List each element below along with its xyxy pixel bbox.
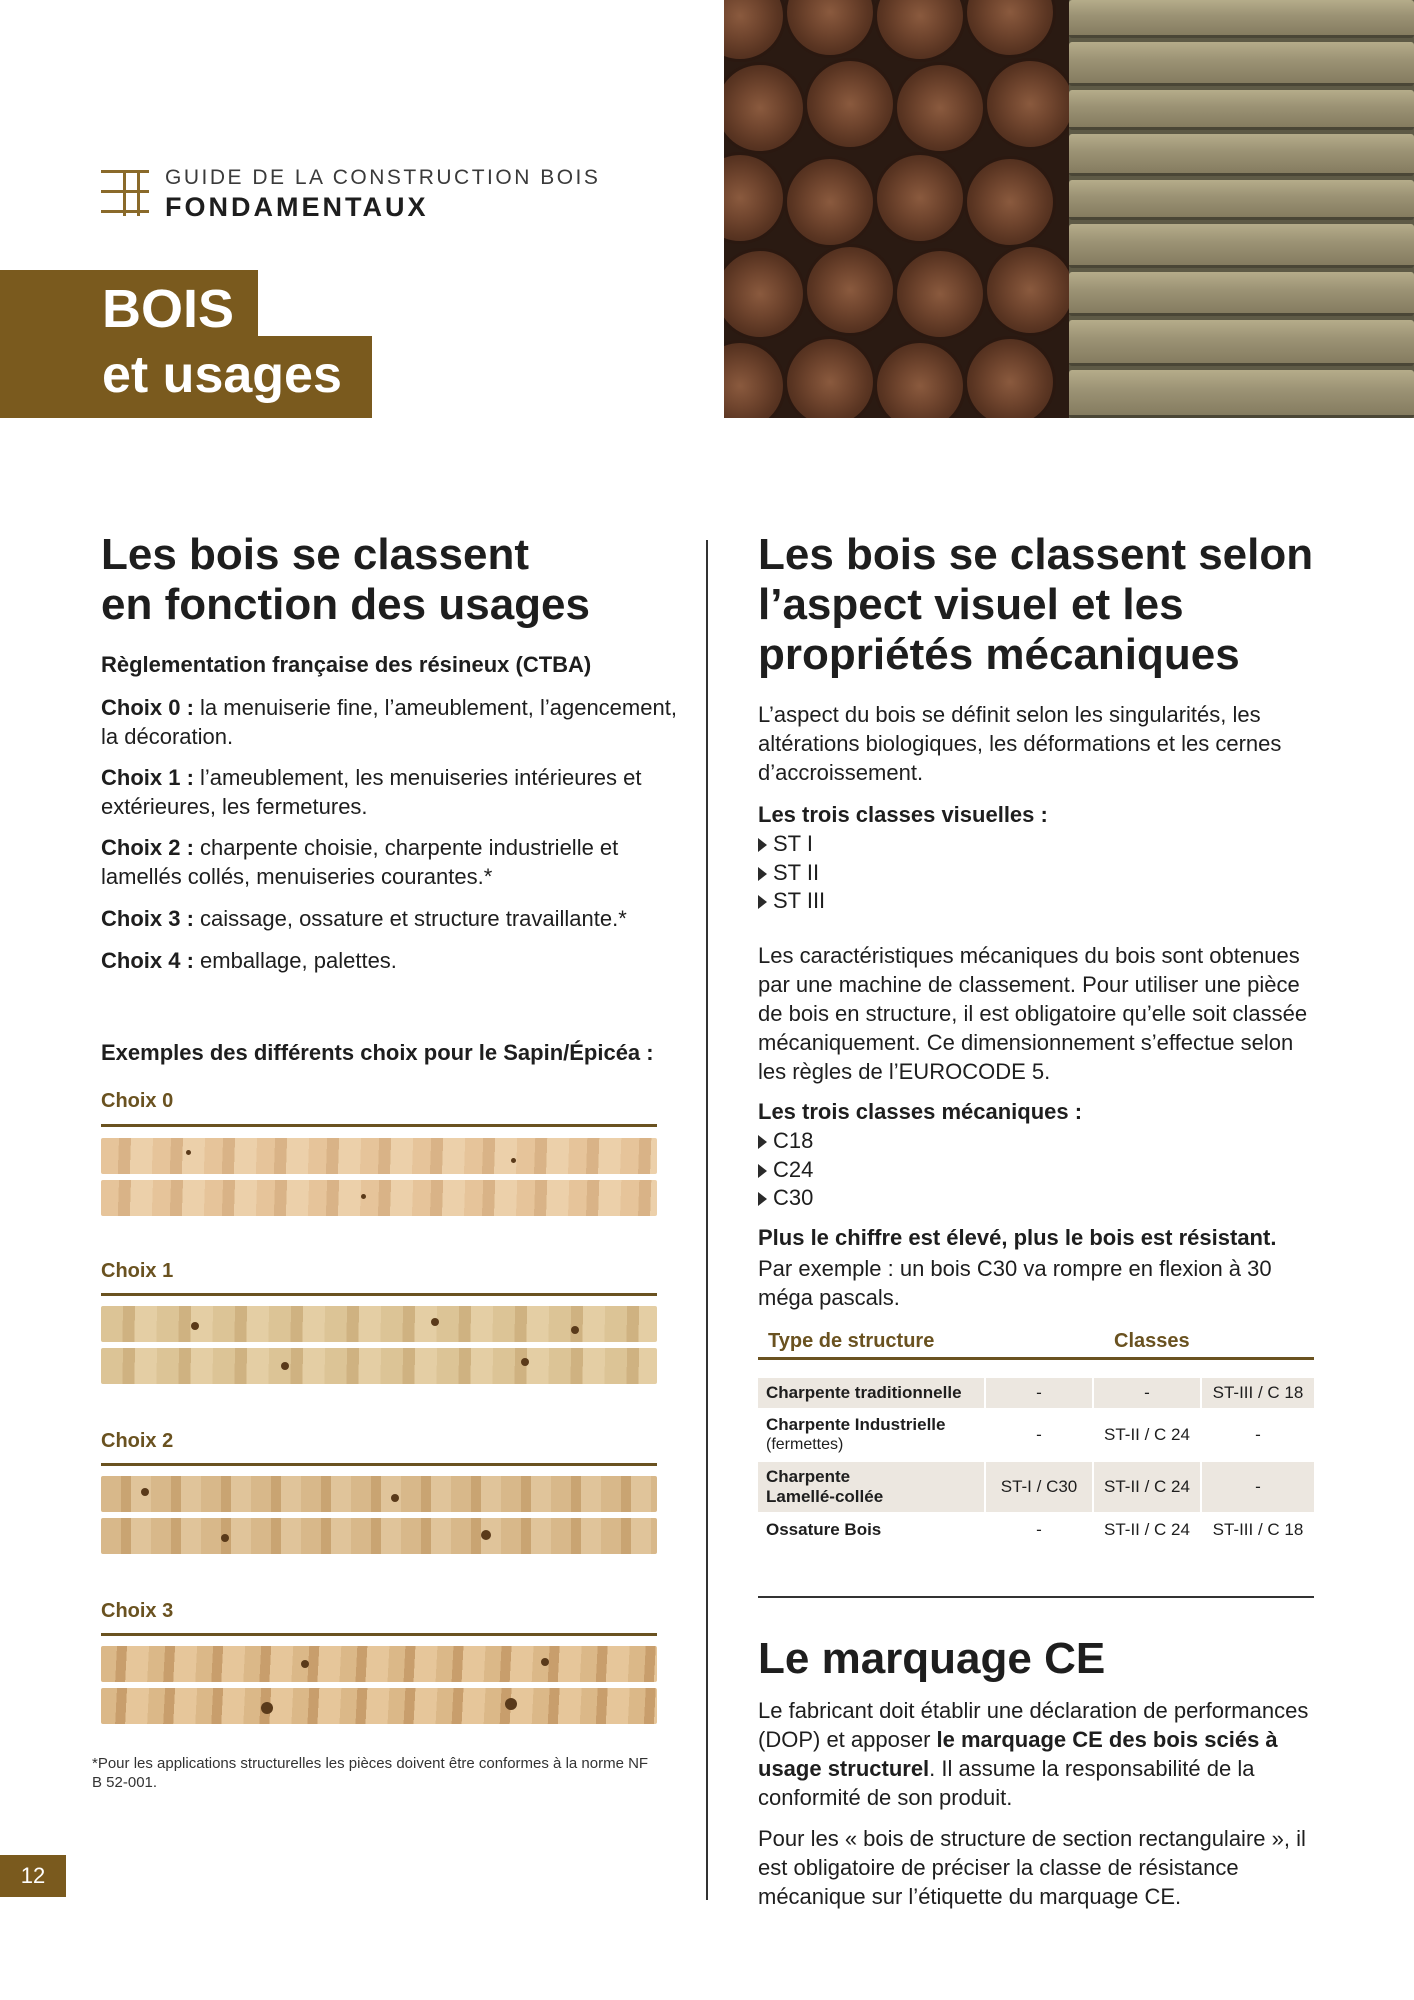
wood-board-sample xyxy=(101,1180,657,1216)
bullet-arrow-icon xyxy=(758,1135,767,1149)
ce-marking-heading: Le marquage CE xyxy=(758,1634,1106,1683)
ce-paragraph-1: Le fabricant doit établir une déclaration de performances (DOP) et apposer le marquage CE des bois sciés à usage structurel. Il assume la responsabilité de la conformité de son produit. xyxy=(758,1698,1309,1810)
bullet-arrow-icon xyxy=(758,838,767,852)
left-heading: Les bois se classent en fonction des usages xyxy=(101,530,590,629)
column-divider xyxy=(706,540,708,1900)
wood-board-sample xyxy=(101,1688,657,1724)
example-label-choix-1: Choix 1 xyxy=(101,1260,174,1282)
wood-board-sample xyxy=(101,1646,657,1682)
wood-photo xyxy=(724,0,1414,418)
guide-title: GUIDE DE LA CONSTRUCTION BOIS xyxy=(165,166,601,189)
table-row: Charpente Industrielle (fermettes) - ST-II / C 24 - xyxy=(766,1415,1261,1453)
table-row: Charpente traditionnelle - - ST-III / C 18 xyxy=(758,1378,1314,1408)
bullet-arrow-icon xyxy=(758,1192,767,1206)
strength-statement: Plus le chiffre est élevé, plus le bois est résistant. xyxy=(758,1225,1277,1250)
footnote: *Pour les applications structurelles les pièces doivent être conformes à la norme NF B 52-001. xyxy=(92,1755,649,1791)
mechanical-class-item: C18 xyxy=(758,1126,813,1155)
mechanical-classes-title: Les trois classes mécaniques : xyxy=(758,1099,1083,1124)
banner-title-line2: et usages xyxy=(102,346,342,404)
choice-0-paragraph: Choix 0 : la menuiserie fine, l’ameublement, l’agencement, la décoration. xyxy=(101,695,677,749)
table-header-rule xyxy=(758,1357,1314,1360)
choice-3-paragraph: Choix 3 : caissage, ossature et structure travaillante.* xyxy=(101,906,627,931)
table-row: Charpente Lamellé-collée ST-I / C30 ST-II / C 24 - xyxy=(758,1462,1314,1512)
bullet-arrow-icon xyxy=(758,1164,767,1178)
bullet-arrow-icon xyxy=(758,895,767,909)
choice-2-paragraph: Choix 2 : charpente choisie, charpente industrielle et lamellés collés, menuiseries courantes.* xyxy=(101,835,619,889)
example-rule xyxy=(101,1293,657,1296)
example-label-choix-0: Choix 0 xyxy=(101,1090,174,1112)
log-stack-image xyxy=(724,0,1069,418)
visual-class-item: ST III xyxy=(758,886,825,915)
right-heading: Les bois se classent selon l’aspect visuel et les propriétés mécaniques xyxy=(758,530,1314,679)
table-header-classes: Classes xyxy=(1114,1330,1190,1352)
aspect-paragraph: L’aspect du bois se définit selon les singularités, les altérations biologiques, les déformations et les cernes d’accroissement. xyxy=(758,702,1282,785)
mechanical-class-item: C30 xyxy=(758,1183,813,1212)
visual-class-item: ST I xyxy=(758,829,813,858)
example-rule xyxy=(101,1463,657,1466)
page-number: 12 xyxy=(0,1855,66,1897)
guide-subtitle: FONDAMENTAUX xyxy=(165,192,429,222)
mechanical-paragraph: Les caractéristiques mécaniques du bois sont obtenues par une machine de classement. Pour utiliser une pièce de bois en structure, il est obligatoire qu’elle soit classée mécaniquement. Ce dimensionnement s’effectue selon les règles de l’EUROCODE 5. xyxy=(758,943,1308,1084)
guide-logo-icon xyxy=(101,170,149,220)
example-label-choix-3: Choix 3 xyxy=(101,1600,174,1622)
wood-board-sample xyxy=(101,1518,657,1554)
mechanical-class-item: C24 xyxy=(758,1155,813,1184)
wood-board-sample xyxy=(101,1476,657,1512)
section-divider xyxy=(758,1596,1314,1598)
examples-title: Exemples des différents choix pour le Sapin/Épicéa : xyxy=(101,1040,654,1065)
bullet-arrow-icon xyxy=(758,867,767,881)
example-label-choix-2: Choix 2 xyxy=(101,1430,174,1452)
table-header-type: Type de structure xyxy=(768,1330,935,1352)
visual-class-item: ST II xyxy=(758,858,819,887)
visual-classes-title: Les trois classes visuelles : xyxy=(758,802,1048,827)
wood-board-sample xyxy=(101,1138,657,1174)
ce-paragraph-2: Pour les « bois de structure de section rectangulaire », il est obligatoire de préciser la classe de résistance mécanique sur l’étiquette du marquage CE. xyxy=(758,1826,1306,1909)
table-row: Ossature Bois - ST-II / C 24 ST-III / C 18 xyxy=(766,1520,1304,1539)
example-rule xyxy=(101,1124,657,1127)
wood-board-sample xyxy=(101,1306,657,1342)
regulation-title: Règlementation française des résineux (CTBA) xyxy=(101,652,592,677)
example-rule xyxy=(101,1633,657,1636)
choice-1-paragraph: Choix 1 : l’ameublement, les menuiseries intérieures et extérieures, les fermetures. xyxy=(101,765,642,819)
choice-4-paragraph: Choix 4 : emballage, palettes. xyxy=(101,948,397,973)
plank-stack-image xyxy=(1069,0,1414,418)
wood-board-sample xyxy=(101,1348,657,1384)
banner-title-line1: BOIS xyxy=(102,279,235,339)
strength-example: Par exemple : un bois C30 va rompre en flexion à 30 méga pascals. xyxy=(758,1256,1272,1310)
